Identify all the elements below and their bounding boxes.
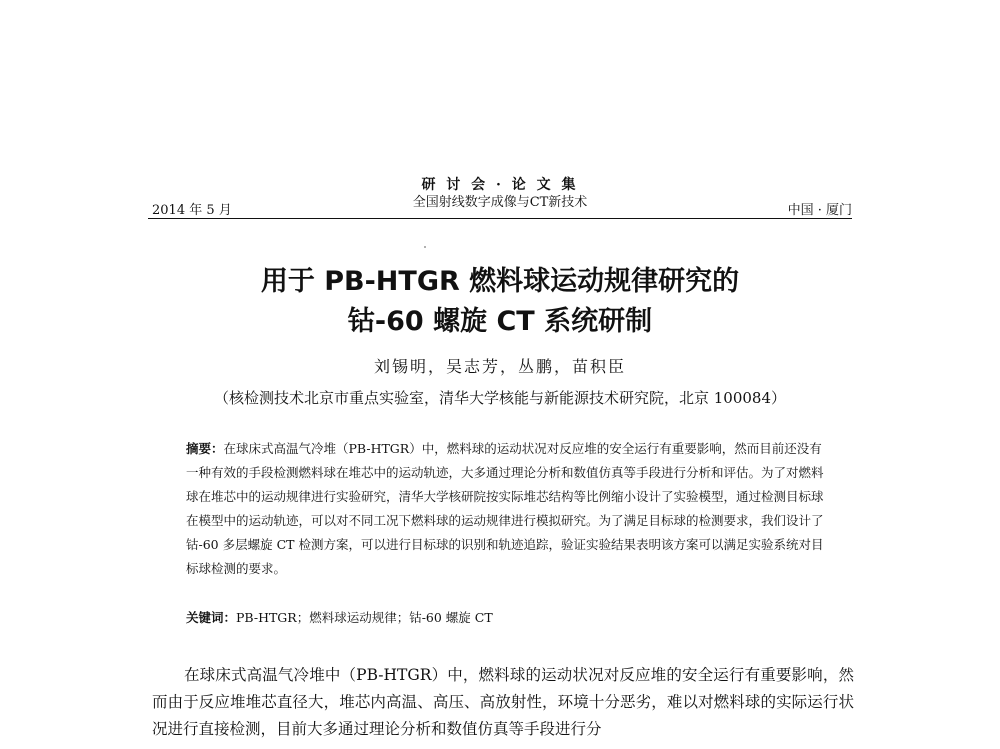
- keywords-label: 关键词：: [186, 610, 237, 625]
- abstract-text: 在球床式高温气冷堆（PB-HTGR）中，燃料球的运动状况对反应堆的安全运行有重要影响，然而目前还没有一种有效的手段检测燃料球在堆芯中的运动轨迹，大多通过理论分析和数值仿真等手段进行分析和评估。为了对燃料球在堆芯中的运动规律进行实验研究，清华大学核研院按实际堆芯结构等比例缩小设计了实验模型，通过检测目标球在模型中的运动轨迹，可以对不同工况下燃料球的运动规律进行模拟研究。为了满足目标球的检测要求，我们设计了钴-60 多层螺旋 CT 检测方案，可以进行目标球的识别和轨迹追踪，验证实验结果表明该方案可以满足实验系统对目标球检测的要求。: [186, 441, 824, 576]
- abstract: [186, 437, 826, 581]
- affiliation: （核检测技术北京市重点实验室，清华大学核能与新能源技术研究院，北京 100084）: [213, 389, 787, 407]
- keywords-text: PB-HTGR；燃料球运动规律；钴-60 螺旋 CT: [236, 610, 493, 625]
- title-line-2: 钴-60 螺旋 CT 系统研制: [347, 306, 653, 337]
- abstract-label: 摘要：: [186, 441, 224, 456]
- conference-subtitle: 全国射线数字成像与CT新技术: [412, 195, 588, 210]
- title-line-1: 用于 PB-HTGR 燃料球运动规律研究的: [260, 266, 740, 297]
- authors: 刘锡明，吴志芳，丛鹏，苗积臣: [373, 357, 626, 376]
- conference-name: 研 讨 会 · 论 文 集: [421, 177, 579, 193]
- header-rule: [148, 218, 852, 219]
- header-location: 中国 · 厦门: [787, 203, 852, 218]
- header-date: 2014 年 5 月: [152, 203, 232, 218]
- paper-title: [0, 262, 1000, 342]
- keywords: [186, 608, 826, 626]
- scan-speck: [424, 246, 426, 248]
- body-paragraph: 在球床式高温气冷堆中（PB-HTGR）中，燃料球的运动状况对反应堆的安全运行有重要影响，然而由于反应堆堆芯直径大，堆芯内高温、高压、高放射性，环境十分恶劣，难以对燃料球的实际运行状况进行直接检测，目前大多通过理论分析和数值仿真等手段进行分: [152, 666, 854, 738]
